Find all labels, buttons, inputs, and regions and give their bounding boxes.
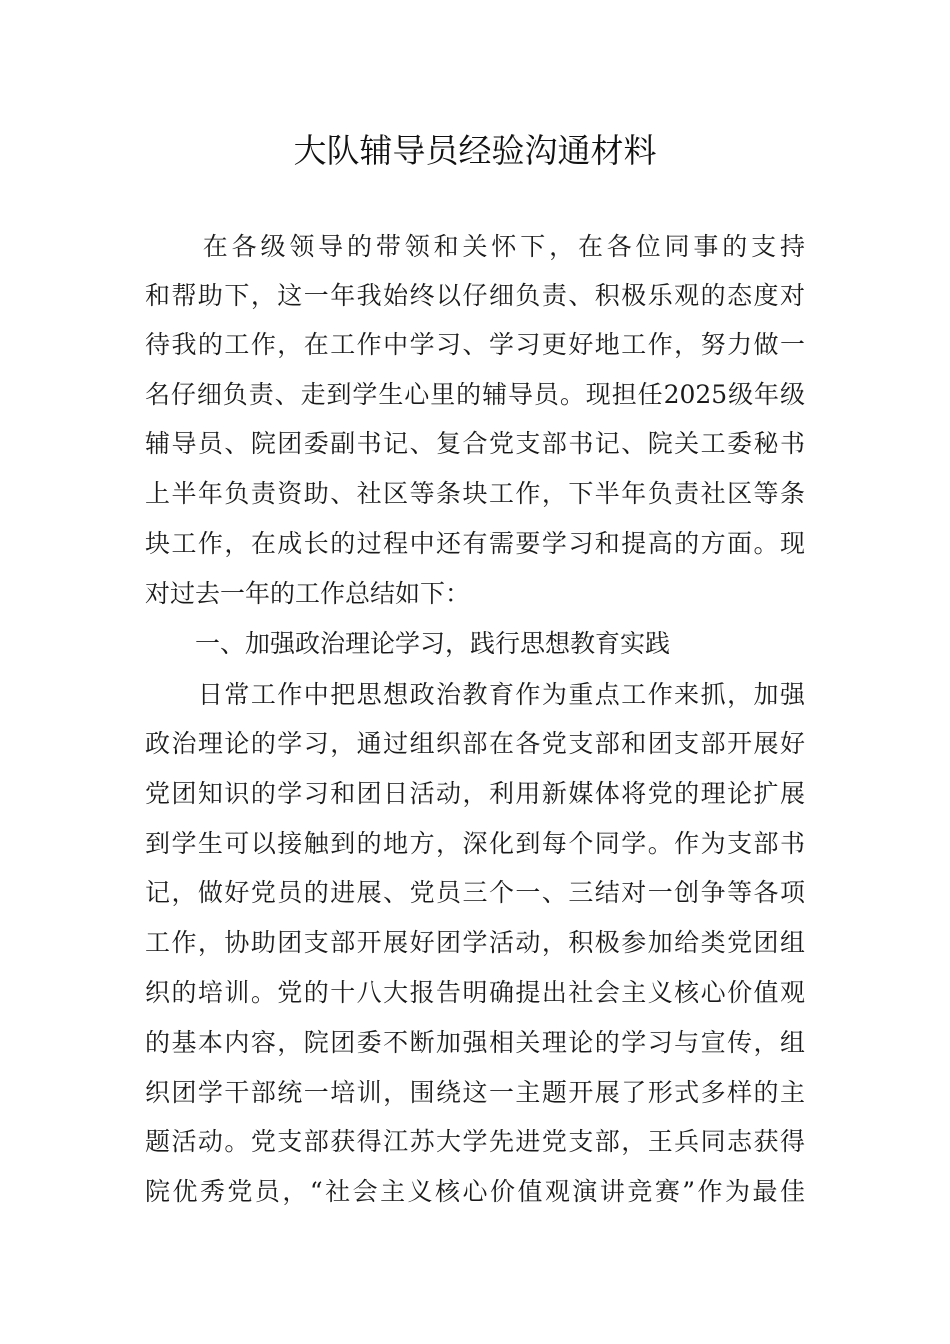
body-line-15: 工作，协助团支部开展好团学活动，积极参加给类党团组	[145, 928, 805, 957]
body-line-19: 题活动。党支部获得江苏大学先进党支部，王兵同志获得	[145, 1127, 805, 1156]
document-title: 大队辅导员经验沟通材料	[293, 131, 657, 170]
body-line-13: 到学生可以接触到的地方，深化到每个同学。作为支部书	[145, 829, 805, 858]
body-line-17: 的基本内容，院团委不断加强相关理论的学习与宣传，组	[145, 1028, 805, 1057]
body-line-20: 院优秀党员，“社会主义核心价值观演讲竞赛”作为最佳	[145, 1177, 805, 1206]
body-line-4: 名仔细负责、走到学生心里的辅导员。现担任2025级年级	[145, 380, 805, 409]
body-line-7: 块工作，在成长的过程中还有需要学习和提高的方面。现	[145, 529, 805, 558]
body-line-5: 辅导员、院团委副书记、复合党支部书记、院关工委秘书	[145, 429, 805, 458]
body-line-11: 政治理论的学习，通过组织部在各党支部和团支部开展好	[145, 729, 805, 758]
body-line-2: 和帮助下，这一年我始终以仔细负责、积极乐观的态度对	[145, 281, 805, 310]
section-heading-1: 一、加强政治理论学习，践行思想教育实践	[195, 629, 671, 658]
body-line-6: 上半年负责资助、社区等条块工作，下半年负责社区等条	[145, 479, 805, 508]
body-line-12: 党团知识的学习和团日活动，利用新媒体将党的理论扩展	[145, 779, 805, 808]
body-line-14: 记，做好党员的进展、党员三个一、三结对一创争等各项	[145, 878, 805, 907]
body-line-8: 对过去一年的工作总结如下：	[145, 579, 471, 608]
body-line-1: 在各级领导的带领和关怀下，在各位同事的支持	[145, 232, 805, 261]
body-line-16: 织的培训。党的十八大报告明确提出社会主义核心价值观	[145, 978, 805, 1007]
body-line-10: 日常工作中把思想政治教育作为重点工作来抓，加强	[145, 680, 805, 709]
body-line-18: 织团学干部统一培训，围绕这一主题开展了形式多样的主	[145, 1078, 805, 1107]
body-line-3: 待我的工作，在工作中学习、学习更好地工作，努力做一	[145, 330, 805, 359]
